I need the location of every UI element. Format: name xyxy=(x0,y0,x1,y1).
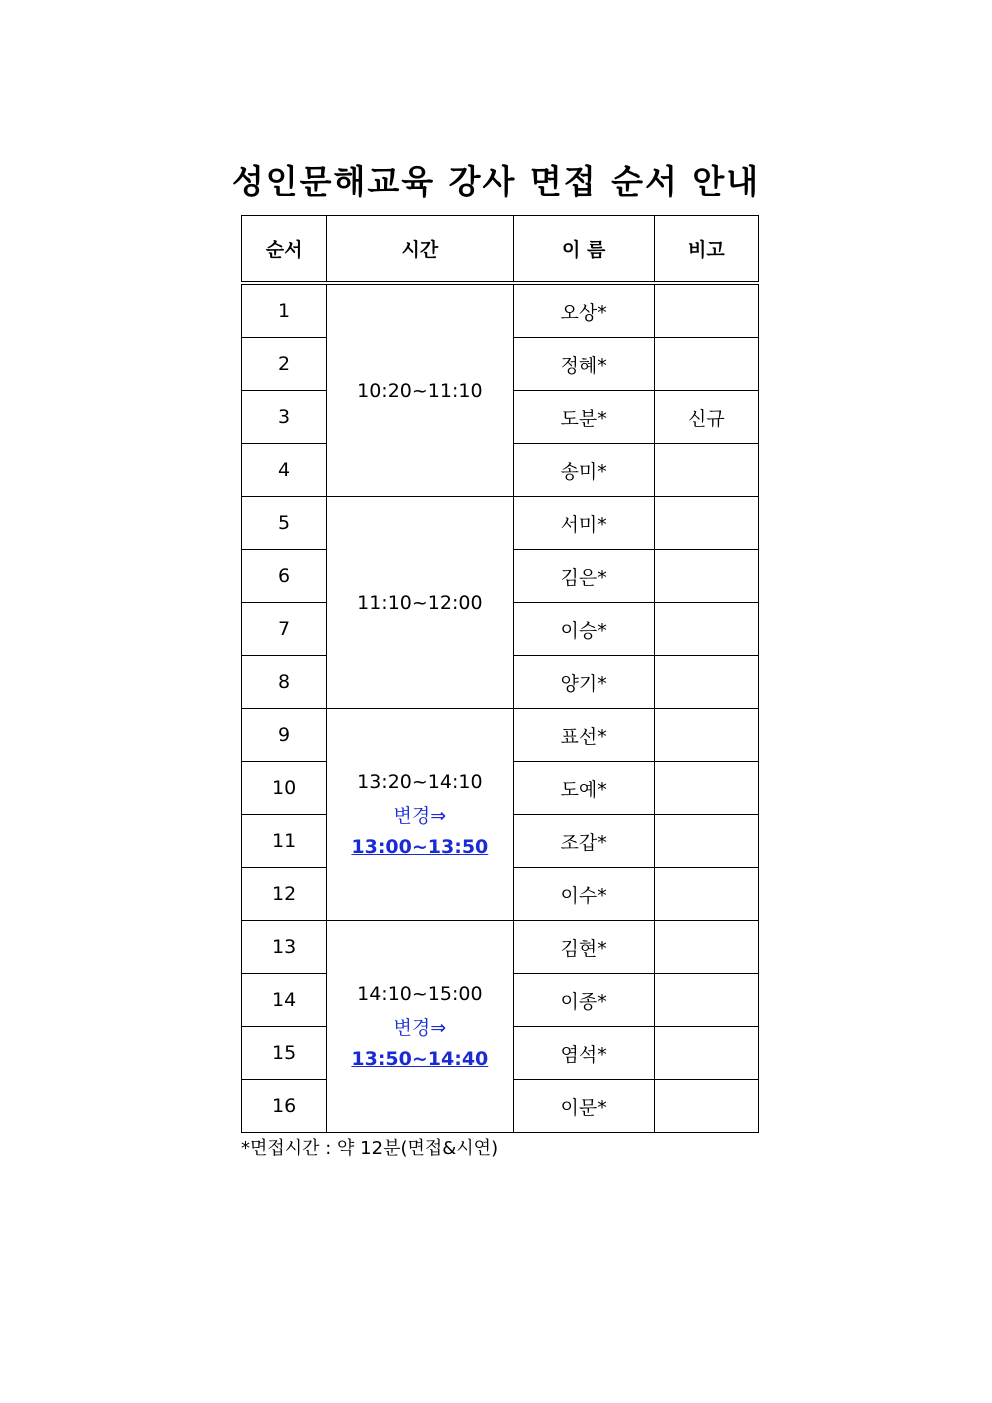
time-slot-new: 13:50~14:40 xyxy=(351,1048,489,1070)
order-cell: 7 xyxy=(242,603,327,656)
time-slot-cell xyxy=(327,921,513,1133)
note-cell xyxy=(654,974,758,1027)
time-slot: 11:10~12:00 xyxy=(357,591,483,614)
name-cell: 송미* xyxy=(513,444,654,497)
time-slot-cell xyxy=(327,283,513,497)
time-slot: 14:10~15:00 xyxy=(357,983,483,1005)
header-time: 시간 xyxy=(327,216,513,284)
name-cell: 서미* xyxy=(513,497,654,550)
note-cell xyxy=(654,283,758,338)
header-name: 이 름 xyxy=(513,216,654,284)
note-cell xyxy=(654,1027,758,1080)
name-cell: 도분* xyxy=(513,391,654,444)
name-cell: 정혜* xyxy=(513,338,654,391)
note-cell xyxy=(654,338,758,391)
header-order: 순서 xyxy=(242,216,327,284)
time-slot: 13:20~14:10 xyxy=(357,771,483,793)
order-cell: 9 xyxy=(242,709,327,762)
time-slot: 10:20~11:10 xyxy=(357,379,483,402)
note-cell xyxy=(654,815,758,868)
name-cell: 표선* xyxy=(513,709,654,762)
table-row xyxy=(242,921,759,974)
name-cell: 김은* xyxy=(513,550,654,603)
note-cell xyxy=(654,550,758,603)
order-cell: 2 xyxy=(242,338,327,391)
note-cell xyxy=(654,497,758,550)
order-cell: 3 xyxy=(242,391,327,444)
name-cell: 이수* xyxy=(513,868,654,921)
header-note: 비고 xyxy=(654,216,758,284)
order-cell: 11 xyxy=(242,815,327,868)
time-change-label: 변경⇒ xyxy=(393,1017,447,1039)
note-cell xyxy=(654,709,758,762)
interview-schedule-table xyxy=(241,215,759,1133)
name-cell: 염석* xyxy=(513,1027,654,1080)
footnote: *면접시간 : 약 12분(면접&시연) xyxy=(241,1138,499,1159)
order-cell: 13 xyxy=(242,921,327,974)
order-cell: 14 xyxy=(242,974,327,1027)
order-cell: 8 xyxy=(242,656,327,709)
name-cell: 이문* xyxy=(513,1080,654,1133)
name-cell: 양기* xyxy=(513,656,654,709)
note-cell xyxy=(654,1080,758,1133)
time-change-label: 변경⇒ xyxy=(393,805,447,827)
name-cell: 이종* xyxy=(513,974,654,1027)
table-header-row xyxy=(242,216,759,284)
order-cell: 10 xyxy=(242,762,327,815)
note-cell xyxy=(654,603,758,656)
note-cell xyxy=(654,656,758,709)
order-cell: 12 xyxy=(242,868,327,921)
order-cell: 16 xyxy=(242,1080,327,1133)
order-cell: 4 xyxy=(242,444,327,497)
name-cell: 도예* xyxy=(513,762,654,815)
note-cell: 신규 xyxy=(654,391,758,444)
note-cell xyxy=(654,762,758,815)
name-cell: 조갑* xyxy=(513,815,654,868)
note-cell xyxy=(654,868,758,921)
note-cell xyxy=(654,444,758,497)
name-cell: 이승* xyxy=(513,603,654,656)
table-row xyxy=(242,497,759,550)
note-cell xyxy=(654,921,758,974)
time-slot-cell xyxy=(327,709,513,921)
page-title: 성인문해교육 강사 면접 순서 안내 xyxy=(231,162,761,201)
order-cell: 15 xyxy=(242,1027,327,1080)
order-cell: 6 xyxy=(242,550,327,603)
name-cell: 오상* xyxy=(513,283,654,338)
name-cell: 김현* xyxy=(513,921,654,974)
table-row xyxy=(242,709,759,762)
time-slot-new: 13:00~13:50 xyxy=(351,836,489,858)
time-slot-cell xyxy=(327,497,513,709)
order-cell: 1 xyxy=(242,283,327,338)
order-cell: 5 xyxy=(242,497,327,550)
table-row xyxy=(242,283,759,338)
